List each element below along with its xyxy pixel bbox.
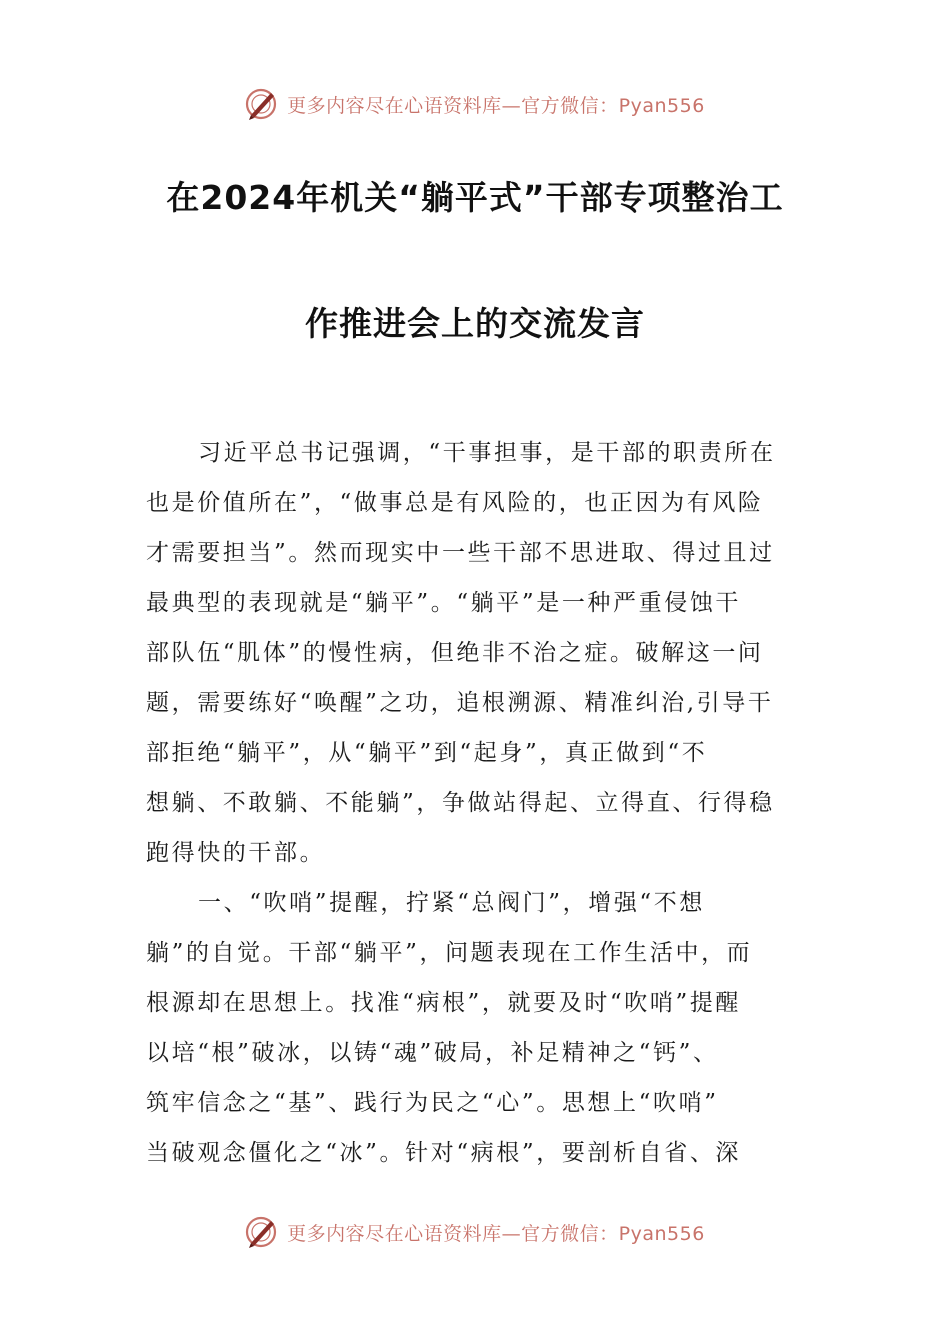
title-line-2: 作推进会上的交流发言 — [305, 304, 645, 343]
body-line: 才需要担当”。然而现实中一些干部不思进取、得过且过 — [146, 540, 775, 566]
body-line: 也是价值所在”，“做事总是有风险的，也正因为有风险 — [146, 490, 764, 516]
pen-logo-icon — [245, 87, 279, 121]
body-line: 当破观念僵化之“冰”。针对“病根”，要剖析自省、深 — [146, 1140, 742, 1166]
title-line-1: 在2024年机关“躺平式”干部专项整治工 — [166, 178, 784, 217]
body-text — [146, 428, 806, 1178]
body-line: 筑牢信念之“基”、践行为民之“心”。思想上“吹哨” — [146, 1090, 719, 1116]
body-line: 想躺、不敢躺、不能躺”，争做站得起、立得直、行得稳 — [146, 790, 775, 816]
body-line: 最典型的表现就是“躺平”。“躺平”是一种严重侵蚀干 — [146, 590, 742, 616]
body-line: 一、“吹哨”提醒，拧紧“总阀门”，增强“不想 — [198, 890, 705, 916]
body-line: 部拒绝“躺平”，从“躺平”到“起身”，真正做到“不 — [146, 740, 708, 766]
body-line: 部队伍“肌体”的慢性病，但绝非不治之症。破解这一问 — [146, 640, 764, 666]
footer-banner — [0, 1212, 950, 1252]
body-line: 以培“根”破冰，以铸“魂”破局，补足精神之“钙”、 — [146, 1040, 719, 1066]
footer-banner-label: 更多内容尽在心语资料库—官方微信： — [287, 1222, 619, 1245]
body-line: 躺”的自觉。干部“躺平”，问题表现在工作生活中，而 — [146, 940, 753, 966]
body-line: 题，需要练好“唤醒”之功，追根溯源、精准纠治,引导干 — [146, 690, 774, 716]
body-line: 跑得快的干部。 — [146, 840, 326, 866]
body-line: 根源却在思想上。找准“病根”，就要及时“吹哨”提醒 — [146, 990, 742, 1016]
header-wechat-id: Pyan556 — [618, 94, 705, 117]
header-banner-label: 更多内容尽在心语资料库—官方微信： — [287, 94, 619, 117]
header-banner-text — [287, 91, 705, 118]
header-banner — [0, 84, 950, 124]
footer-wechat-id: Pyan556 — [618, 1222, 705, 1245]
body-line: 习近平总书记强调，“干事担事，是干部的职责所在 — [198, 440, 776, 466]
pen-logo-icon — [245, 1215, 279, 1249]
footer-banner-text — [287, 1219, 705, 1246]
